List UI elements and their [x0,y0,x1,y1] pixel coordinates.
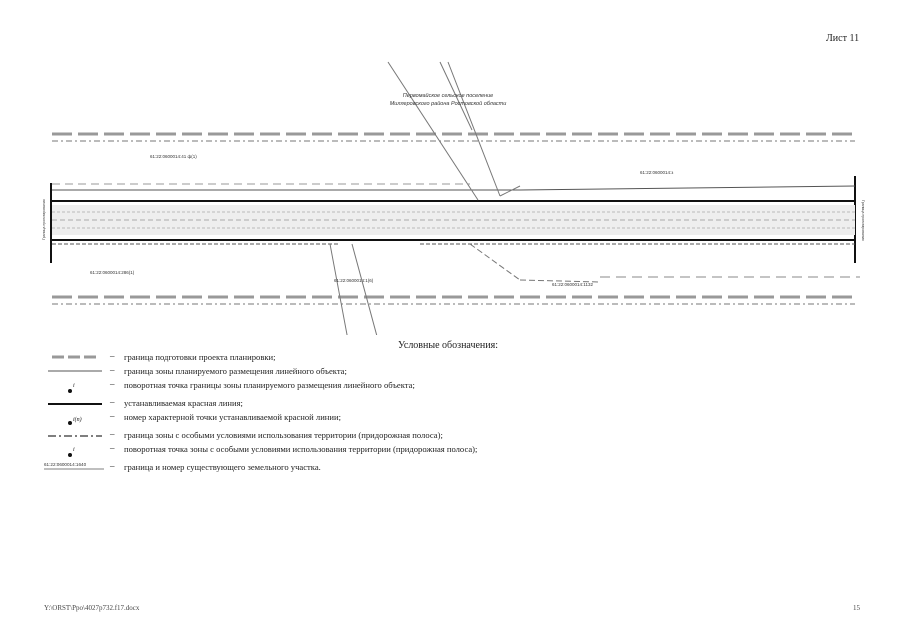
roadside-zone-symbol [44,429,104,443]
red-line-symbol [44,397,104,411]
parcel-symbol [44,461,104,475]
parcel-label-top-left: 61:22:0600014:41 ф(1) [150,154,197,159]
parcel-label-bottom-left: 61:22:0600014:286(1) [90,270,135,275]
parcel-label-top-right: 61:22:0600014:з [640,170,674,175]
zone-turning-point-symbol [44,379,104,397]
boundary-label-right: Граница проектирования [861,200,865,241]
legend-item: – граница зоны с особыми условиями использования территории (придорожная полоса); [44,429,604,443]
legend-item: 61:22:0600014:1640 – граница и номер существующего земельного участка. [44,461,604,475]
svg-text:i: i [73,447,75,453]
svg-text:i(n): i(n) [73,417,82,423]
file-path: Y:\ORST\Ppo\4027p732.f17.docx [44,604,140,612]
boundary-label-left: Граница проектирования [42,199,46,240]
legend [44,351,604,475]
settlement-caption-line2: Миллеровского района Ростовской области [389,101,507,107]
parcel-label-bottom-mid: 61:22:0600014:1(6) [334,278,374,283]
page-number: 15 [853,604,860,612]
roadside-point-symbol [44,443,104,461]
legend-item: i(n) – номер характерной точки устанавливаемой красной линии; [44,411,604,429]
svg-text:61:22:0600014:1640: 61:22:0600014:1640 [44,462,87,467]
project-boundary-symbol [44,351,104,365]
svg-text:i: i [73,383,75,389]
red-line-point-symbol [44,411,104,429]
zone-boundary-symbol [44,365,104,379]
legend-item: i – поворотная точка границы зоны планируемого размещения линейного объекта; [44,379,604,397]
legend-item: – граница зоны планируемого размещения линейного объекта; [44,365,604,379]
parcel-label-bottom-right: 61:22:0600014:1132 [552,282,593,287]
legend-title: Условные обозначения: [398,340,499,351]
legend-item: – устанавливаемая красная линия; [44,397,604,411]
settlement-caption-line1: Первомайское сельское поселение [402,93,494,99]
legend-item: i – поворотная точка зоны с особыми условиями использования территории (придорожная полоса); [44,443,604,461]
sheet-label: Лист 11 [826,33,860,44]
legend-item: – граница подготовки проекта планировки; [44,351,604,365]
